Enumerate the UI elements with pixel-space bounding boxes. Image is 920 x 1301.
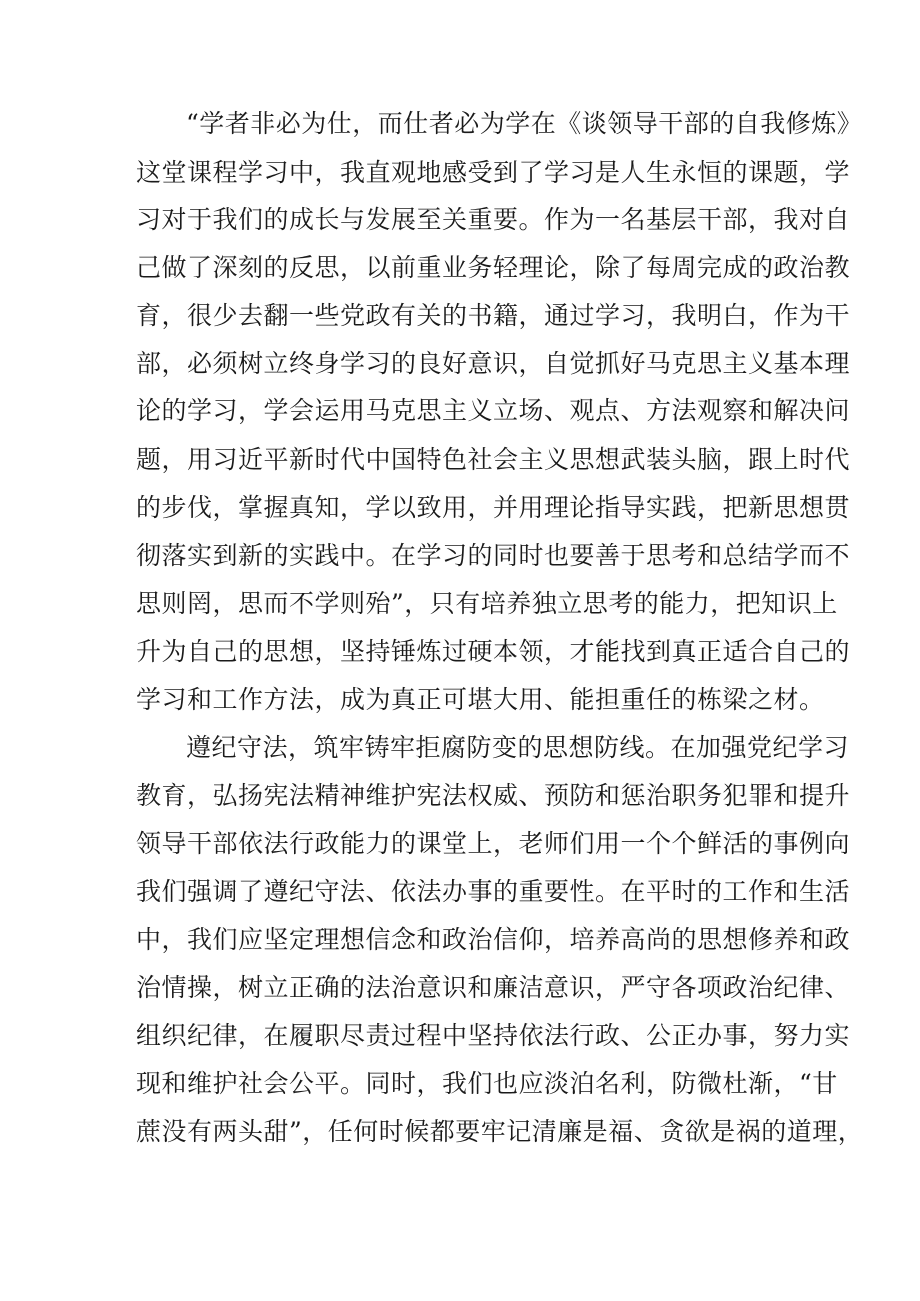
text-line: 题，用习近平新时代中国特色社会主义思想武装头脑，跟上时代 bbox=[136, 445, 851, 474]
text-line: 彻落实到新的实践中。在学习的同时也要善于思考和总结学而不 bbox=[136, 541, 851, 570]
text-line: 领导干部依法行政能力的课堂上，老师们用一个个鲜活的事例向 bbox=[136, 829, 851, 858]
text-line: 的步伐，掌握真知，学以致用，并用理论指导实践，把新思想贯 bbox=[136, 493, 851, 522]
text-line: 中，我们应坚定理想信念和政治信仰，培养高尚的思想修养和政 bbox=[136, 925, 851, 954]
text-line: 这堂课程学习中，我直观地感受到了学习是人生永恒的课题，学 bbox=[136, 158, 851, 187]
text-line: 习对于我们的成长与发展至关重要。作为一名基层干部，我对自 bbox=[136, 205, 851, 234]
text-line: 我们强调了遵纪守法、依法办事的重要性。在平时的工作和生活 bbox=[136, 877, 851, 906]
text-line: 论的学习，学会运用马克思主义立场、观点、方法观察和解决问 bbox=[136, 396, 851, 425]
text-line: 遵纪守法，筑牢铸牢拒腐防变的思想防线。在加强党纪学习 bbox=[186, 733, 850, 762]
text-line: 部，必须树立终身学习的良好意识，自觉抓好马克思主义基本理 bbox=[136, 349, 851, 378]
text-line: 蔗没有两头甜”，任何时候都要牢记清廉是福、贪欲是祸的道理， bbox=[136, 1117, 864, 1146]
text-line: 升为自己的思想，坚持锤炼过硬本领，才能找到真正适合自己的 bbox=[136, 637, 851, 666]
text-line: 现和维护社会公平。同时，我们也应淡泊名利，防微杜渐，“甘 bbox=[136, 1069, 838, 1098]
text-line: 学习和工作方法，成为真正可堪大用、能担重任的栋梁之材。 bbox=[136, 685, 825, 714]
text-line: 育，很少去翻一些党政有关的书籍，通过学习，我明白，作为干 bbox=[136, 301, 851, 330]
text-line: 组织纪律，在履职尽责过程中坚持依法行政、公正办事，努力实 bbox=[136, 1021, 851, 1050]
text-line: 己做了深刻的反思，以前重业务轻理论，除了每周完成的政治教 bbox=[136, 253, 851, 282]
text-line: 思则罔，思而不学则殆”，只有培养独立思考的能力，把知识上 bbox=[136, 589, 838, 618]
text-line: 教育，弘扬宪法精神维护宪法权威、预防和惩治职务犯罪和提升 bbox=[136, 781, 851, 810]
text-line: “学者非必为仕，而仕者必为学在《谈领导干部的自我修炼》 bbox=[186, 109, 863, 138]
text-line: 治情操，树立正确的法治意识和廉洁意识，严守各项政治纪律、 bbox=[136, 973, 851, 1002]
